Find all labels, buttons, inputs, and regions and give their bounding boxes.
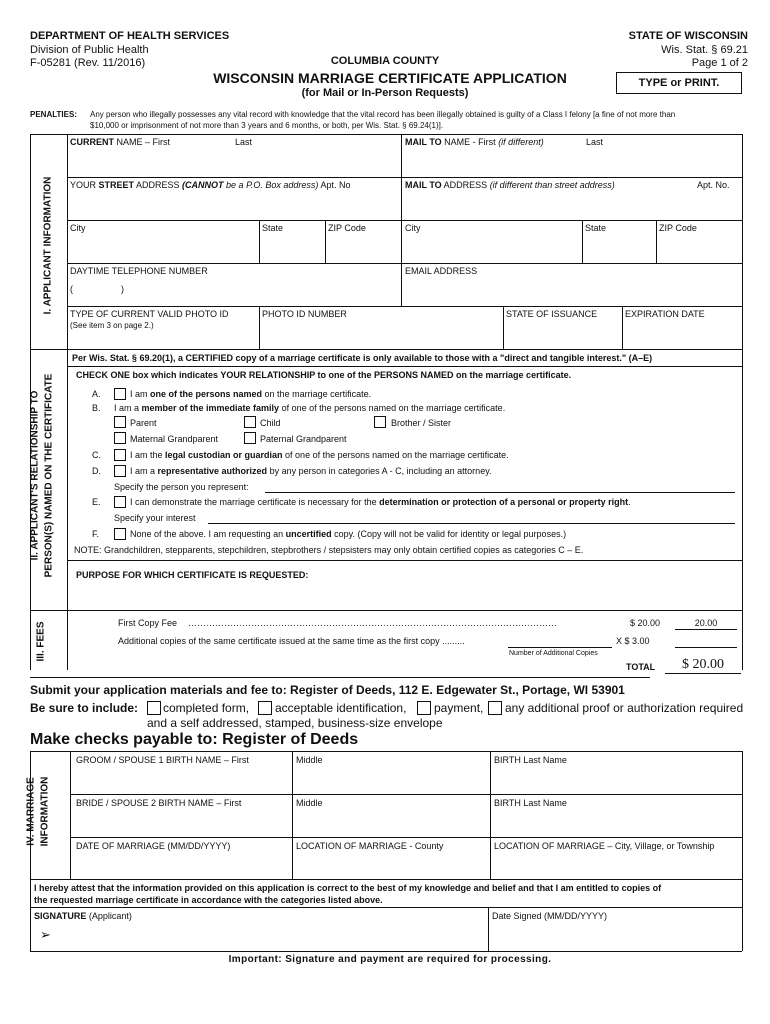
bride-middle-label: Middle <box>296 798 323 808</box>
option-c-checkbox[interactable] <box>114 449 126 461</box>
total-label: TOTAL <box>626 662 656 672</box>
child-checkbox[interactable] <box>244 416 256 428</box>
groom-name-label: GROOM / SPOUSE 1 BIRTH NAME – First <box>76 755 249 765</box>
state-issuance-label: STATE OF ISSUANCE <box>506 309 598 319</box>
additional-proof-label: any additional proof or authorization required <box>505 701 744 715</box>
num-copies-caption: Number of Additional Copies <box>509 650 598 657</box>
phone-paren-close: ) <box>121 284 124 294</box>
maternal-grandparent-label: Maternal Grandparent <box>130 434 219 444</box>
marriage-date-label: DATE OF MARRIAGE (MM/DD/YYYY) <box>76 841 231 851</box>
signature-field[interactable] <box>60 922 480 948</box>
section-4-label-2: INFORMATION <box>39 776 51 847</box>
photo-id-type-label: TYPE OF CURRENT VALID PHOTO ID <box>70 309 229 319</box>
paternal-grandparent-checkbox[interactable] <box>244 432 256 444</box>
section-1-label: I. APPLICANT INFORMATION <box>42 176 54 315</box>
email-field[interactable] <box>405 279 738 303</box>
option-e-checkbox[interactable] <box>114 496 126 508</box>
first-copy-dots: …………………………………………………………………………………………………………… <box>188 618 557 628</box>
signature-label: SIGNATURE (Applicant) <box>34 911 132 921</box>
signature-arrow-icon: ➢ <box>40 927 51 942</box>
payment-checkbox[interactable] <box>417 701 431 715</box>
mail-city-label: City <box>405 223 421 233</box>
additional-copies-total[interactable] <box>675 647 737 648</box>
form-title: WISCONSIN MARRIAGE CERTIFICATE APPLICATION <box>213 70 567 86</box>
dept-name: DEPARTMENT OF HEALTH SERVICES <box>30 30 230 42</box>
section-2-label-2: PERSON(S) NAMED ON THE CERTIFICATE <box>43 373 55 578</box>
current-name-field[interactable] <box>70 150 396 174</box>
city-label: City <box>70 223 86 233</box>
first-copy-fee: $ 20.00 <box>630 618 661 628</box>
attest-text-2: the requested marriage certificate in accordance with the categories listed above. <box>34 895 383 905</box>
option-c-letter: C. <box>92 450 101 460</box>
option-e-text: I can demonstrate the marriage certificate is necessary for the determination or protection of a personal or property right. <box>130 497 631 507</box>
mail-zip-label: ZIP Code <box>659 223 697 233</box>
specify-person-line[interactable] <box>265 492 735 493</box>
photo-id-see-note: (See item 3 on page 2.) <box>70 321 154 330</box>
division-name: Division of Public Health <box>30 44 149 56</box>
type-print-box: TYPE or PRINT. <box>616 72 742 94</box>
section-2-intro: Per Wis. Stat. § 69.20(1), a CERTIFIED copy of a marriage certificate is only available to those with a "direct and tangible interest." (A–E) <box>72 353 653 363</box>
option-f-checkbox[interactable] <box>114 528 126 540</box>
total-value[interactable]: $ 20.00 <box>682 657 724 672</box>
completed-form-checkbox[interactable] <box>147 701 161 715</box>
option-d-checkbox[interactable] <box>114 465 126 477</box>
additional-copies-label: Additional copies of the same certificate issued at the same time as the first copy ......... <box>118 636 465 646</box>
checks-payable: Make checks payable to: Register of Deeds <box>30 731 359 748</box>
bride-name-label: BRIDE / SPOUSE 2 BIRTH NAME – First <box>76 798 242 808</box>
purpose-label: PURPOSE FOR WHICH CERTIFICATE IS REQUESTED: <box>76 570 309 580</box>
mail-to-name-label: MAIL TO NAME - First (if different) <box>405 137 544 147</box>
date-signed-label: Date Signed (MM/DD/YYYY) <box>492 911 608 921</box>
photo-id-number-label: PHOTO ID NUMBER <box>262 309 347 319</box>
be-sure-label: Be sure to include: <box>30 701 139 715</box>
option-a-letter: A. <box>92 389 101 399</box>
phone-paren-open: ( <box>70 284 73 294</box>
date-signed-field[interactable] <box>492 924 738 948</box>
phone-label: DAYTIME TELEPHONE NUMBER <box>70 266 208 276</box>
parent-checkbox[interactable] <box>114 416 126 428</box>
first-copy-value[interactable]: 20.00 <box>694 618 718 628</box>
form-subtitle: (for Mail or In-Person Requests) <box>301 87 469 99</box>
specify-person-label: Specify the person you represent: <box>114 482 249 492</box>
form-number: F-05281 (Rev. 11/2016) <box>30 57 146 69</box>
envelope-text: and a self addressed, stamped, business-size envelope <box>147 716 443 730</box>
specify-interest-line[interactable] <box>208 523 735 524</box>
state-name: STATE OF WISCONSIN <box>628 30 748 42</box>
first-copy-label: First Copy Fee <box>118 618 178 628</box>
penalties-label: PENALTIES: <box>30 110 77 119</box>
statute-ref: Wis. Stat. § 69.21 <box>661 44 748 56</box>
maternal-grandparent-checkbox[interactable] <box>114 432 126 444</box>
important-note: Important: Signature and payment are required for processing. <box>228 954 552 965</box>
grandchildren-note: NOTE: Grandchildren, stepparents, stepchildren, stepbrothers / stepsisters may only obtain certified copies as categories C – E. <box>74 545 584 555</box>
parent-label: Parent <box>130 418 157 428</box>
penalties-text-2: $10,000 or imprisonment of not more than 3 years and 6 months, or both, per Wis. Stat. § 69.24(1)]. <box>90 121 444 130</box>
additional-copies-rate: X $ 3.00 <box>616 636 650 646</box>
page-number: Page 1 of 2 <box>691 57 748 69</box>
option-a-text: I am one of the persons named on the marriage certificate. <box>130 389 372 399</box>
option-c-text: I am the legal custodian or guardian of one of the persons named on the marriage certificate. <box>130 450 509 460</box>
bride-last-label: BIRTH Last Name <box>494 798 567 808</box>
mail-to-address-label: MAIL TO ADDRESS (if different than street address) <box>405 180 615 190</box>
mail-to-apt-label: Apt. No. <box>697 180 730 190</box>
payment-label: payment, <box>434 701 484 715</box>
state-label: State <box>262 223 284 233</box>
option-b-text: I am a member of the immediate family of one of the persons named on the marriage certificate. <box>114 403 506 413</box>
expiration-date-label: EXPIRATION DATE <box>625 309 705 319</box>
marriage-city-label: LOCATION OF MARRIAGE – City, Village, or Township <box>494 841 715 851</box>
current-name-label: CURRENT NAME – First <box>70 137 171 147</box>
mail-state-label: State <box>585 223 607 233</box>
penalties-text-1: Any person who illegally possesses any vital record with knowledge that the vital record has been illegally obtained is guilty of a Class I felony [a fine of not more than <box>90 110 676 119</box>
groom-last-label: BIRTH Last Name <box>494 755 567 765</box>
brother-sister-checkbox[interactable] <box>374 416 386 428</box>
option-d-letter: D. <box>92 466 101 476</box>
option-a-checkbox[interactable] <box>114 388 126 400</box>
zip-label: ZIP Code <box>328 223 366 233</box>
submit-instructions: Submit your application materials and fee to: Register of Deeds, 112 E. Edgewater St., Portage, WI 53901 <box>30 683 625 697</box>
mail-to-last-label: Last <box>586 137 604 147</box>
street-address-field[interactable] <box>70 193 396 217</box>
acceptable-id-checkbox[interactable] <box>258 701 272 715</box>
marriage-county-label: LOCATION OF MARRIAGE - County <box>296 841 444 851</box>
purpose-field[interactable] <box>76 582 736 608</box>
paternal-grandparent-label: Paternal Grandparent <box>260 434 347 444</box>
option-d-text: I am a representative authorized by any person in categories A - C, including an attorney. <box>130 466 492 476</box>
option-f-letter: F. <box>92 529 100 539</box>
mail-to-name-field[interactable] <box>405 150 738 174</box>
option-e-letter: E. <box>92 497 101 507</box>
mail-to-address-field[interactable] <box>405 193 738 217</box>
attest-text-1: I hereby attest that the information provided on this application is correct to the best of my knowledge and belief and that I am entitled to copies of <box>34 883 662 893</box>
county-name: COLUMBIA COUNTY <box>330 55 440 67</box>
option-f-text: None of the above. I am requesting an uncertified copy. (Copy will not be valid for identity or legal purposes.) <box>130 529 567 539</box>
option-b-letter: B. <box>92 403 101 413</box>
acceptable-id-label: acceptable identification, <box>275 701 407 715</box>
specify-interest-label: Specify your interest <box>114 513 196 523</box>
groom-middle-label: Middle <box>296 755 323 765</box>
email-label: EMAIL ADDRESS <box>405 266 478 276</box>
additional-proof-checkbox[interactable] <box>488 701 502 715</box>
section-2-label-1: II. APPLICANT'S RELATIONSHIP TO <box>29 390 41 561</box>
additional-copies-field[interactable] <box>508 647 612 648</box>
section-3-label: III. FEES <box>35 621 47 662</box>
check-one-instruction: CHECK ONE box which indicates YOUR RELATIONSHIP to one of the PERSONS NAMED on the marriage certificate. <box>76 370 572 380</box>
completed-form-label: completed form, <box>163 701 250 715</box>
street-address-label: YOUR STREET ADDRESS (CANNOT be a P.O. Box address) Apt. No <box>70 180 351 190</box>
child-label: Child <box>260 418 281 428</box>
section-4-label-1: IV. MARRIAGE <box>25 777 37 846</box>
current-last-label: Last <box>235 137 253 147</box>
brother-sister-label: Brother / Sister <box>391 418 452 428</box>
